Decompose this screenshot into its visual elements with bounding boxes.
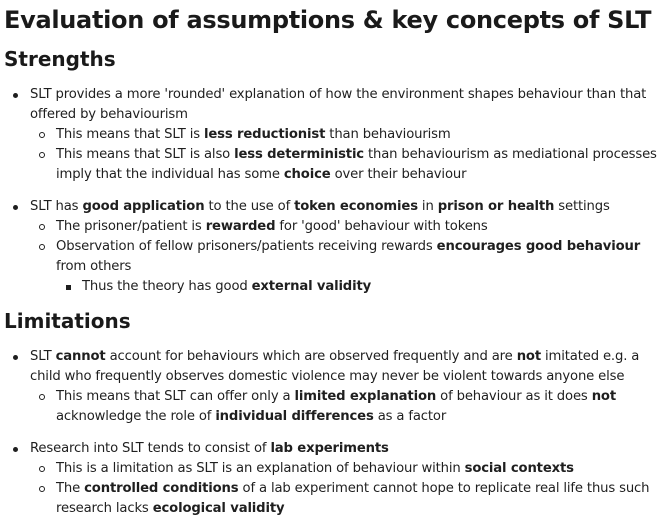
limitations-list <box>4 347 662 427</box>
strength-point-rounded-explanation: SLT provides a more 'rounded' explanation of how the environment shapes behaviour than that offered by behaviourism This means that SLT is less reductionist than behaviourism This means that SLT is also less deterministic than behaviourism as mediational processes imply that the individual has some choice over their behaviour <box>4 85 662 185</box>
page-title: Evaluation of assumptions & key concepts of SLT <box>4 6 652 34</box>
strength-point-token-economies: SLT has good application to the use of token economies in prison or health settings The prisoner/patient is rewarded for 'good' behaviour with tokens Observation of fellow prisoners/patients receiving rewards encourages good behaviour from others Thus the theory has good external validity <box>4 197 662 297</box>
subpoint-observation-children <box>56 277 662 297</box>
subpoint-less-reductionist: This means that SLT is less reductionist than behaviourism <box>30 125 662 145</box>
strengths-list <box>4 85 662 185</box>
limitation-point-lab-experiments: Research into SLT tends to consist of lab experiments This is a limitation as SLT is an explanation of behaviour within social contexts The controlled conditions of a lab experiment cannot hope to replicate real life thus such research lacks ecological validity <box>4 439 662 519</box>
subpoint-observation: Observation of fellow prisoners/patients receiving rewards encourages good behaviour from others Thus the theory has good external validity <box>30 237 662 297</box>
strengths-heading: Strengths <box>4 47 116 71</box>
subpoint-limited-explanation: This means that SLT can offer only a limited explanation of behaviour as it does not acknowledge the role of individual differences as a factor <box>30 387 662 427</box>
strengths-list-2 <box>4 197 662 297</box>
subpoint-external-validity: Thus the theory has good external validity <box>56 277 662 297</box>
strength-point-rounded-subpoints <box>30 125 662 185</box>
limitations-heading: Limitations <box>4 309 131 333</box>
limitation-point-cannot-subpoints <box>30 387 662 427</box>
limitation-point-lab-subpoints <box>30 459 662 519</box>
subpoint-ecological-validity: The controlled conditions of a lab experiment cannot hope to replicate real life thus such research lacks ecological validity <box>30 479 662 519</box>
subpoint-social-contexts: This is a limitation as SLT is an explanation of behaviour within social contexts <box>30 459 662 479</box>
subpoint-less-deterministic: This means that SLT is also less deterministic than behaviourism as mediational processes imply that the individual has some choice over their behaviour <box>30 145 662 185</box>
limitations-list-2 <box>4 439 662 519</box>
subpoint-rewarded: The prisoner/patient is rewarded for 'good' behaviour with tokens <box>30 217 662 237</box>
strength-point-token-subpoints <box>30 217 662 297</box>
limitation-point-cannot-account: SLT cannot account for behaviours which are observed frequently and are not imitated e.g. a child who frequently observes domestic violence may never be violent towards anyone else This means that SLT can offer only a limited explanation of behaviour as it does not acknowledge the role of individual differences as a factor <box>4 347 662 427</box>
